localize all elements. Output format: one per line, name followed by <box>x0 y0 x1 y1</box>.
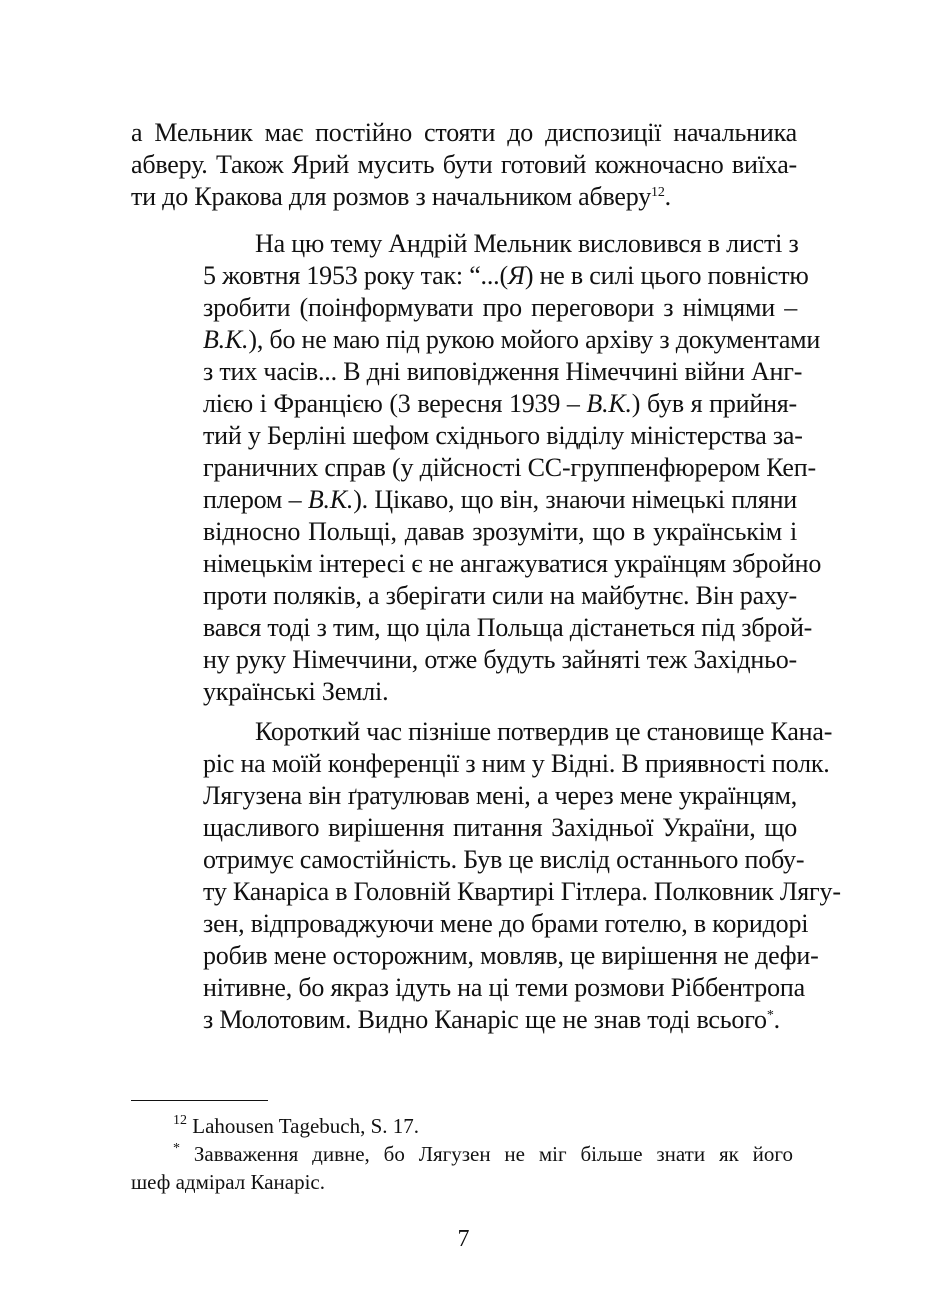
text-line <box>203 1004 797 1036</box>
text-line <box>203 388 797 420</box>
text-line: проти поляків, а зберігати сили на майбутнє. Він раху- <box>203 581 797 610</box>
footnote-divider <box>131 1100 268 1101</box>
text-line: абверу. Також Ярий мусить бути готовий кожночасно виїха- <box>131 150 797 179</box>
text-line <box>255 228 797 260</box>
text-span: . <box>664 182 671 211</box>
text-span: плером – <box>203 485 308 514</box>
text-line: ту Канаріса в Головній Квартирі Гітлера. Полковник Лягу- <box>203 877 841 906</box>
text-line: ріс на моїй конференції з ним у Відні. В приявності полк. <box>203 749 830 778</box>
footnote-number: 12 <box>173 1113 187 1128</box>
italic-initials: В.К. <box>203 325 249 354</box>
italic-initials: В.К. <box>586 389 632 418</box>
text-span: лією і Францією (3 вересня 1939 – <box>203 389 587 418</box>
text-span: Короткий час пізніше потвердив це становище Кана- <box>255 717 833 746</box>
footnote-star-cont: шеф адмірал Канаріс. <box>131 1170 325 1194</box>
text-line: з тих часів... В дні виповідження Німеччині війни Анг- <box>203 357 803 386</box>
text-line <box>203 484 797 516</box>
footnote-ref: * <box>766 1008 774 1023</box>
italic-initials: Я <box>507 261 525 290</box>
text-line <box>203 260 809 292</box>
text-span: На цю тему Андрій Мельник висловився в листі з <box>255 229 799 258</box>
text-span: ). Цікаво, що він, знаючи німецькі пляни <box>353 485 797 514</box>
text-line: робив мене осторожним, мовляв, це вирішення не дефи- <box>203 941 819 970</box>
text-span: . <box>773 1005 780 1034</box>
text-line: а Мельник має постійно стояти до диспозиції начальника <box>131 118 797 147</box>
footnote-ref: 12 <box>651 185 665 200</box>
text-line: отримує самостійність. Був це вислід останнього побу- <box>203 845 805 874</box>
footnote-star <box>173 1140 793 1168</box>
text-span: ) не в силі цього повністю <box>524 261 809 290</box>
text-line: Лягузена він ґратулював мені, а через мене українцям, <box>203 781 797 810</box>
page-number: 7 <box>457 1226 470 1252</box>
text-span: 5 жовтня 1953 року так: “...( <box>203 261 508 290</box>
text-line: українські Землі. <box>203 677 389 706</box>
text-span: ти до Кракова для розмов з начальником абверу <box>131 182 652 211</box>
text-span: ) був я прийня- <box>631 389 798 418</box>
text-span: з Молотовим. Видно Канаріс ще не знав тоді всього <box>203 1005 767 1034</box>
text-line: відносно Польщі, давав зрозуміти, що в українськім і <box>203 517 797 546</box>
text-span: ), бо не маю під рукою мойого архіву з документами <box>248 325 821 354</box>
footnote-text: Lahousen Tagebuch, S. 17. <box>192 1114 420 1138</box>
text-line: зен, відпроваджуючи мене до брами готелю, в коридорі <box>203 909 809 938</box>
footnote-text: Завваження дивне, бо Лягузен не міг більше знати як його <box>193 1142 794 1166</box>
italic-initials: В.К. <box>307 485 354 514</box>
text-line: щасливого вирішення питання Західньої України, що <box>203 813 797 842</box>
footnote-12 <box>173 1112 419 1140</box>
text-line <box>255 716 833 748</box>
text-line <box>203 324 821 356</box>
text-line: нітивне, бо якраз ідуть на ці теми розмови Ріббентропа <box>203 973 805 1002</box>
text-line: німецькім інтересі є не ангажуватися українцям збройно <box>203 549 822 578</box>
text-line: ну руку Німеччини, отже будуть зайняті теж Західньо- <box>203 645 797 674</box>
text-line: тий у Берліні шефом східнього відділу міністерства за- <box>203 421 803 450</box>
footnote-number: * <box>173 1141 180 1156</box>
text-line: зробити (поінформувати про переговори з німцями – <box>203 293 797 322</box>
text-line <box>131 181 797 213</box>
text-line: граничних справ (у дійсності СС-группенфюрером Кеп- <box>203 453 816 482</box>
text-line: вався тоді з тим, що ціла Польща дістанеться під збрoй- <box>203 613 813 642</box>
